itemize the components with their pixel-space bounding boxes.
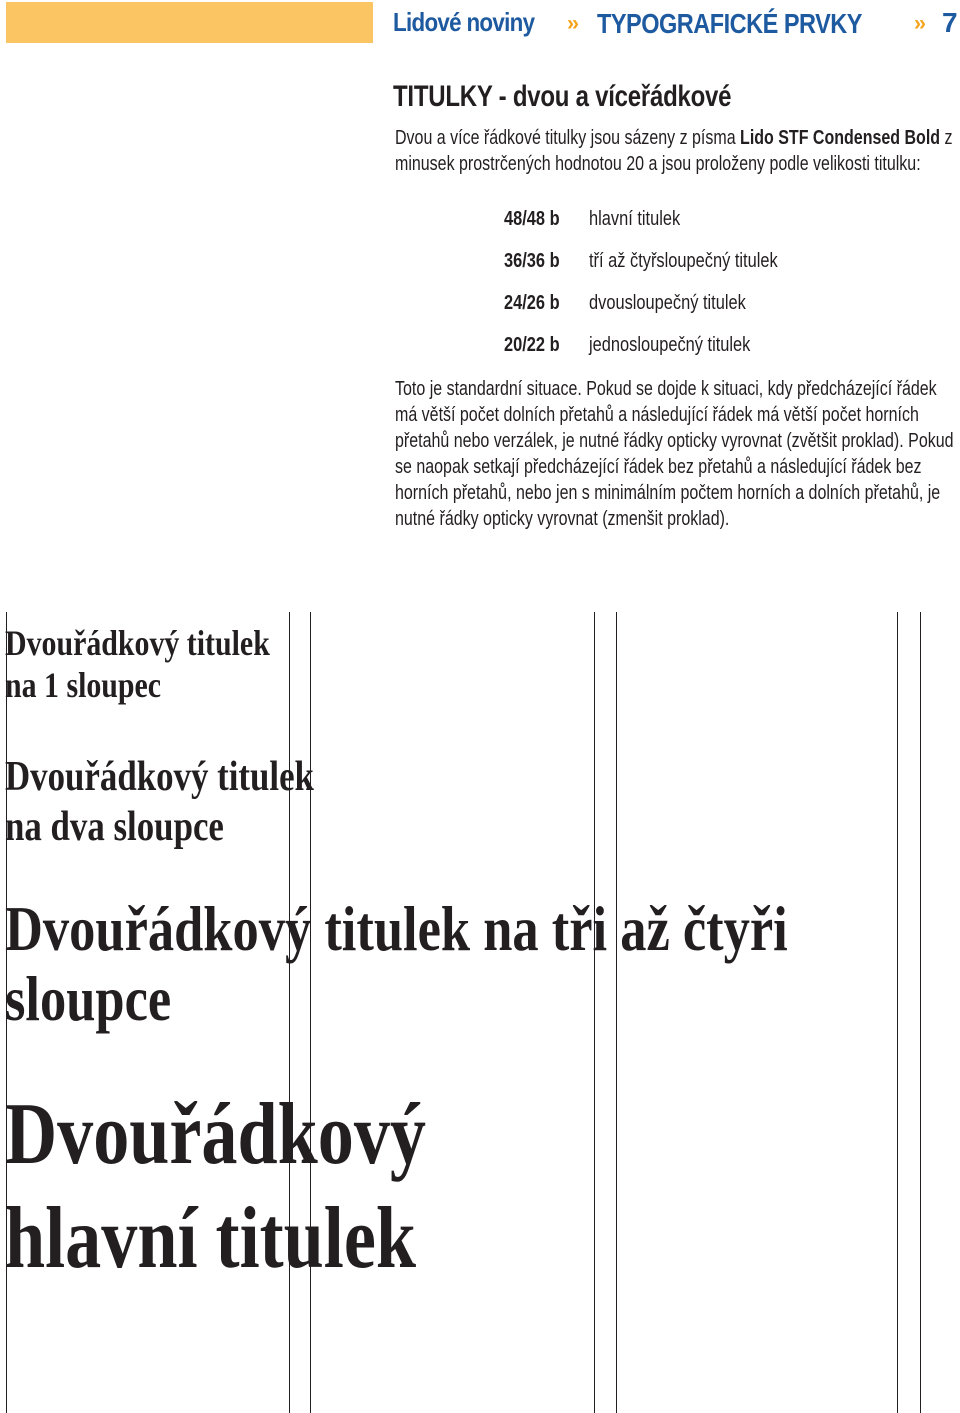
headline-line: sloupce [5, 963, 172, 1034]
headline-sample-one-column [5, 622, 270, 706]
headline-sample-two-columns [5, 752, 314, 852]
intro-text-after: z minusek prostrčených hodnotou 20 a jsou proloženy podle velikosti titulku: [395, 127, 953, 175]
column-guide-line [897, 612, 898, 1413]
size-code: 36/36 b [504, 250, 560, 272]
section-title: TYPOGRAFICKÉ PRVKY [597, 8, 862, 39]
size-code: 48/48 b [504, 208, 560, 230]
headline-line: hlavní titulek [5, 1190, 417, 1287]
brand-name: Lidové noviny [393, 7, 535, 37]
header-color-bar [6, 2, 373, 43]
headline-line: Dvouřádkový [5, 1086, 427, 1183]
chevron-right-icon: ›› [567, 12, 577, 35]
size-description: dvousloupečný titulek [589, 292, 746, 314]
size-code: 20/22 b [504, 334, 560, 356]
size-description: hlavní titulek [589, 208, 681, 230]
headline-line: Dvouřádkový titulek na tři až čtyři [5, 893, 788, 964]
headline-line: na dva sloupce [5, 804, 224, 850]
chevron-right-icon: ›› [914, 12, 924, 35]
page-number: 7 [942, 7, 958, 38]
font-name: Lido STF Condensed Bold [740, 127, 941, 149]
page-title: TITULKY - dvou a víceřádkové [393, 80, 732, 113]
body-paragraph: Toto je standardní situace. Pokud se dojde k situaci, kdy předcházející řádek má větší počet dolních přetahů a následující řádek má větší počet horních přetahů nebo verzálek, je nutné řádky opticky vyrovnat (zvětšit proklad). Pokud se naopak setkají předcházející řádek bez přetahů a následující řádek bez horních přetahů, nebo jen s minimálním počtem horních a dolních přetahů, je nutné řádky opticky vyrovnat (zmenšit proklad). [395, 378, 954, 530]
headline-sample-three-four-columns [5, 894, 788, 1034]
size-description: jednosloupečný titulek [589, 334, 751, 356]
headline-sample-main [5, 1083, 426, 1291]
headline-line: Dvouřádkový titulek [5, 754, 314, 800]
size-code: 24/26 b [504, 292, 560, 314]
column-guide-line [920, 612, 921, 1413]
headline-line: Dvouřádkový titulek [5, 623, 270, 663]
intro-text-before: Dvou a více řádkové titulky jsou sázeny z písma [395, 127, 741, 149]
headline-line: na 1 sloupec [5, 665, 162, 705]
intro-paragraph [395, 125, 955, 177]
page-header [393, 4, 960, 46]
size-description: tří až čtyřsloupečný titulek [589, 250, 778, 272]
